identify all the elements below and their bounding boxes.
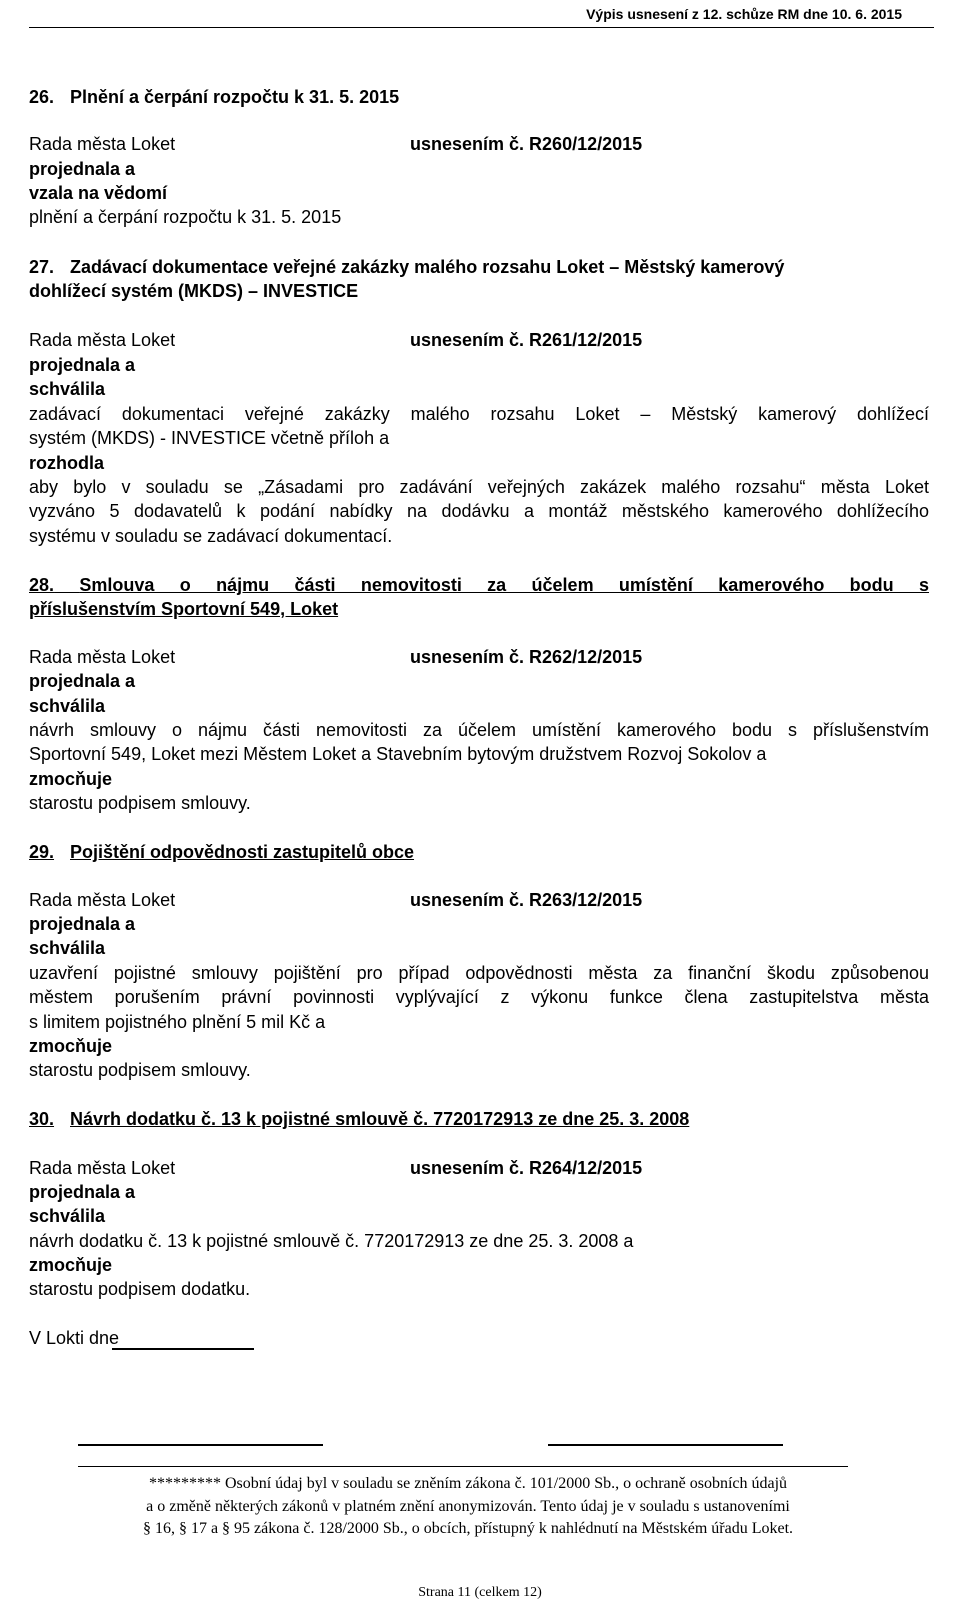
item-number: 28.: [29, 575, 55, 595]
verb-line: projednala a: [29, 1182, 136, 1202]
document-header-title: Výpis usnesení z 12. schůze RM dne 10. 6. 2015: [586, 6, 902, 22]
council-label: Rada města Loket: [29, 647, 176, 667]
text-line: vyzváno 5 dodavatelů k podání nabídky na dodávku a montáž městského kamerového dohlížecího: [29, 501, 929, 521]
resolution-number: usnesením č. R264/12/2015: [410, 1158, 643, 1178]
item-number: 30.: [29, 1109, 55, 1129]
resolution-number: usnesením č. R262/12/2015: [410, 647, 643, 667]
verb-line: schválila: [29, 1206, 106, 1226]
resolution-number: usnesením č. R260/12/2015: [410, 134, 643, 154]
verb-line: rozhodla: [29, 453, 104, 473]
signature-line-left: [78, 1444, 323, 1446]
page-number: Strana 11 (celkem 12): [418, 1585, 542, 1600]
item-title: Plnění a čerpání rozpočtu k 31. 5. 2015: [70, 87, 400, 107]
item-26-heading: [29, 86, 399, 108]
verb-line: projednala a: [29, 159, 136, 179]
item-title: Zadávací dokumentace veřejné zakázky malého rozsahu Loket – Městský kamerový: [70, 257, 785, 277]
verb-line: projednala a: [29, 671, 136, 691]
item-29-heading: [29, 841, 414, 863]
text-line: starostu podpisem smlouvy.: [29, 1060, 251, 1080]
text-line: starostu podpisem smlouvy.: [29, 793, 251, 813]
text-line: uzavření pojistné smlouvy pojištění pro případ odpovědnosti města za finanční škodu způsobenou: [29, 963, 929, 983]
item-title-cont: příslušenstvím Sportovní 549, Loket: [29, 599, 339, 619]
item-number: 29.: [29, 842, 55, 862]
text-line: zadávací dokumentaci veřejné zakázky malého rozsahu Loket – Městský kamerový dohlížecí: [29, 404, 929, 424]
text-line: městem porušením právní povinnosti vyplývající z výkonu funkce člena zastupitelstva města: [29, 987, 929, 1007]
place-date-label: V Lokti dne: [29, 1328, 120, 1348]
council-label: Rada města Loket: [29, 330, 176, 350]
header-divider: [29, 27, 934, 28]
footnote-line: ********* Osobní údaj byl v souladu se zněním zákona č. 101/2000 Sb., o ochraně osobních údajů: [148, 1475, 788, 1492]
verb-line: zmocňuje: [29, 1255, 113, 1275]
verb-line: zmocňuje: [29, 1036, 113, 1056]
text-line: aby bylo v souladu se „Zásadami pro zadávání veřejných zakázek malého rozsahu“ města Loket: [29, 477, 929, 497]
council-label: Rada města Loket: [29, 134, 176, 154]
text-line: systému v souladu se zadávací dokumentací.: [29, 526, 393, 546]
verb-line: projednala a: [29, 355, 136, 375]
footnote-line: § 16, § 17 a § 95 zákona č. 128/2000 Sb., o obcích, přístupný k nahlédnutí na Městském úřadu Loket.: [142, 1520, 794, 1537]
council-label: Rada města Loket: [29, 890, 176, 910]
text-line: Sportovní 549, Loket mezi Městem Loket a Stavebním bytovým družstvem Rozvoj Sokolov a: [29, 744, 767, 764]
resolution-number: usnesením č. R261/12/2015: [410, 330, 643, 350]
verb-line: schválila: [29, 696, 106, 716]
item-27-heading: [29, 256, 784, 278]
verb-line: vzala na vědomí: [29, 183, 168, 203]
date-blank-line: [112, 1348, 254, 1350]
signature-line-right: [548, 1444, 783, 1446]
resolution-number: usnesením č. R263/12/2015: [410, 890, 643, 910]
council-label: Rada města Loket: [29, 1158, 176, 1178]
text-line: plnění a čerpání rozpočtu k 31. 5. 2015: [29, 207, 342, 227]
item-title: Smlouva o nájmu části nemovitosti za účelem umístění kamerového bodu s: [79, 575, 929, 595]
item-30-heading: [29, 1108, 689, 1130]
footnote-divider: [78, 1466, 848, 1467]
verb-line: schválila: [29, 938, 106, 958]
item-number: 26.: [29, 87, 55, 107]
text-line: starostu podpisem dodatku.: [29, 1279, 251, 1299]
verb-line: zmocňuje: [29, 769, 113, 789]
footnote-line: a o změně některých zákonů v platném znění anonymizován. Tento údaj je v souladu s ustanoveními: [146, 1498, 790, 1515]
item-title: Návrh dodatku č. 13 k pojistné smlouvě č. 7720172913 ze dne 25. 3. 2008: [70, 1109, 690, 1129]
item-28-heading: [29, 574, 929, 596]
verb-line: schválila: [29, 379, 106, 399]
item-number: 27.: [29, 257, 55, 277]
verb-line: projednala a: [29, 914, 136, 934]
text-line: systém (MKDS) - INVESTICE včetně příloh a: [29, 428, 390, 448]
text-line: s limitem pojistného plnění 5 mil Kč a: [29, 1012, 326, 1032]
text-line: návrh dodatku č. 13 k pojistné smlouvě č. 7720172913 ze dne 25. 3. 2008 a: [29, 1231, 634, 1251]
item-title-cont: dohlížecí systém (MKDS) – INVESTICE: [29, 281, 359, 301]
item-title: Pojištění odpovědnosti zastupitelů obce: [70, 842, 415, 862]
text-line: návrh smlouvy o nájmu části nemovitosti za účelem umístění kamerového bodu s příslušenstvím: [29, 720, 929, 740]
